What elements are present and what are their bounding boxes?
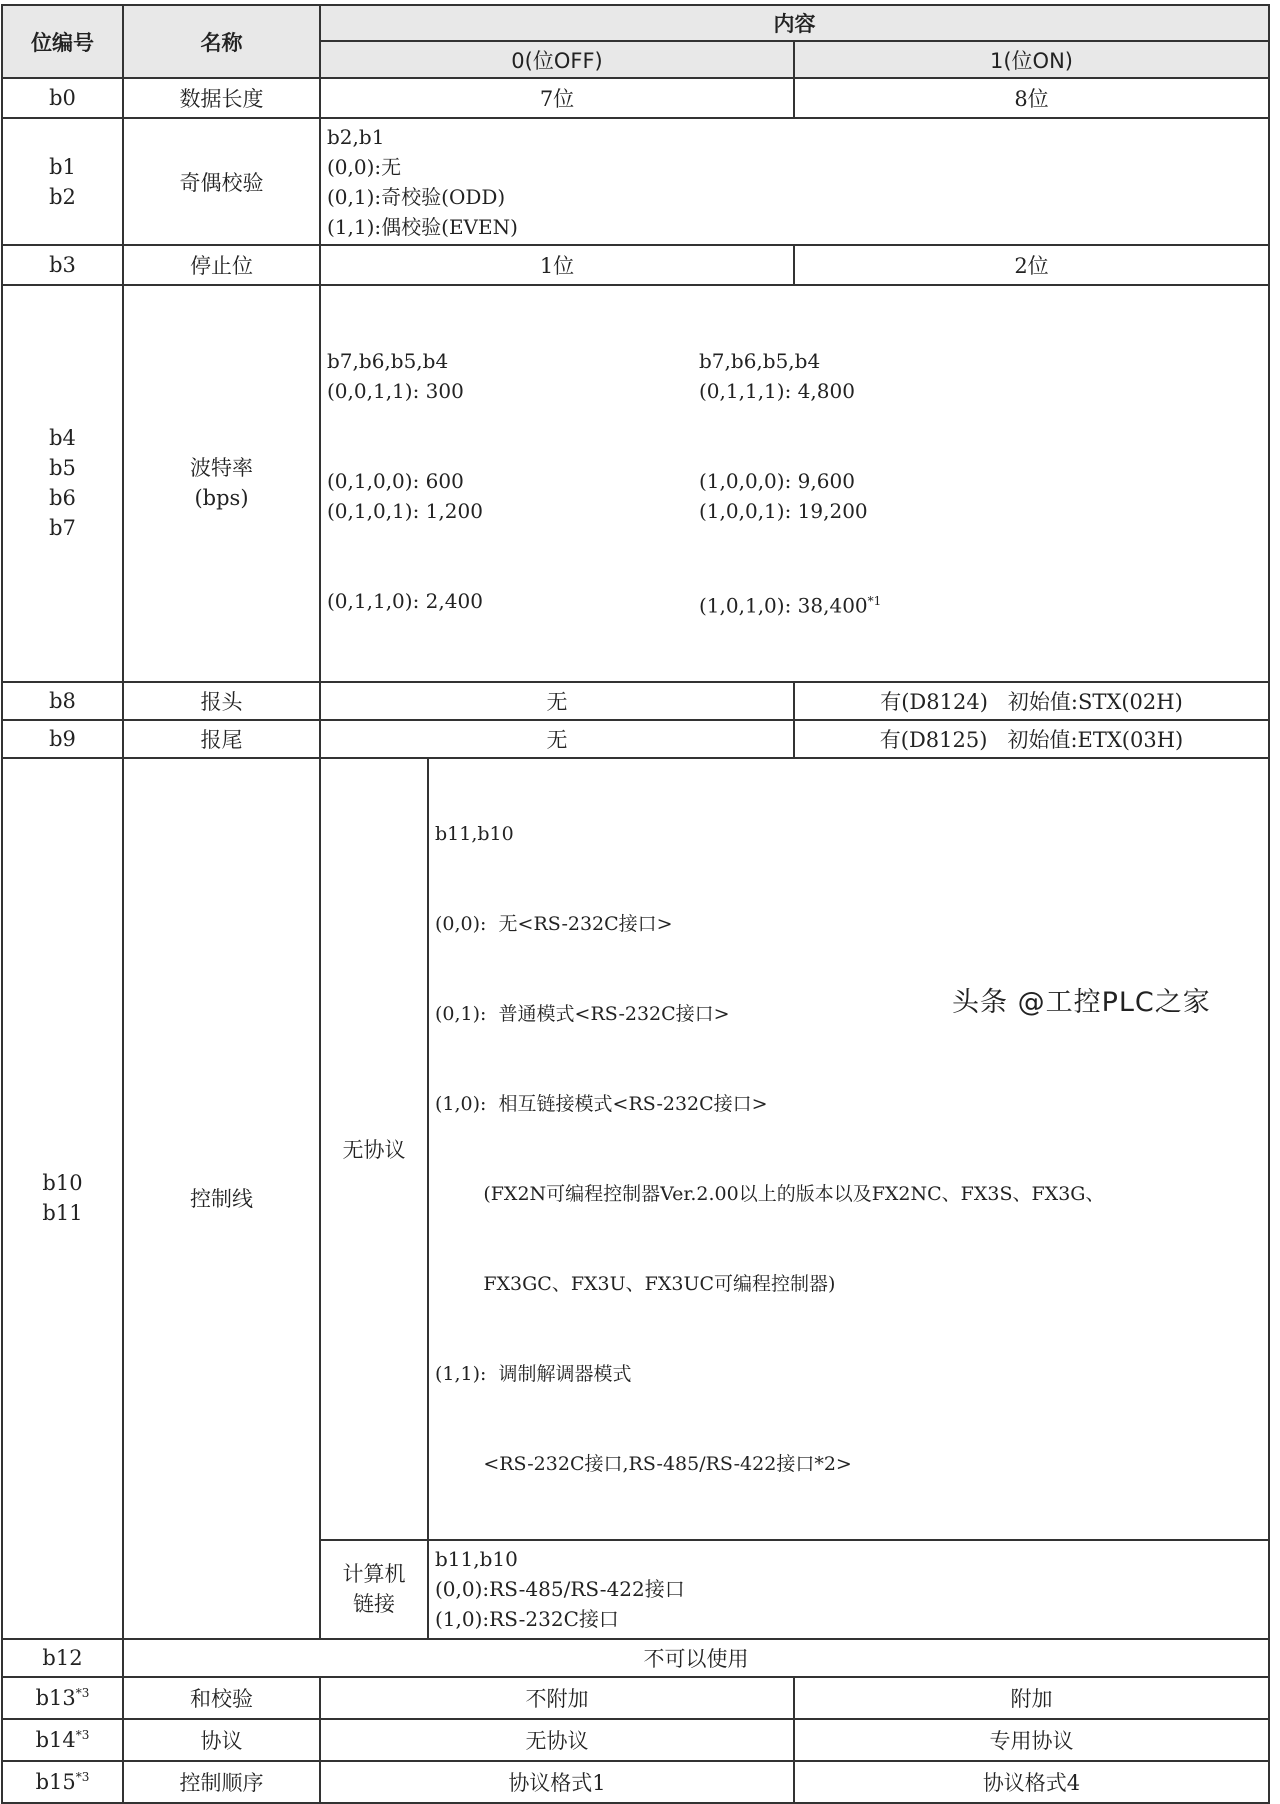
name-cell: 奇偶校验 (123, 118, 320, 245)
parity-options: b2,b1 (0,0):无 (0,1):奇校验(ODD) (1,1):偶校验(EVEN) (320, 118, 1269, 245)
bit-cell: b15$^{*3}$ (2, 1761, 123, 1803)
header-content: 内容 (320, 5, 1269, 41)
name-cell: 停止位 (123, 245, 320, 285)
name-cell: 报头 (123, 682, 320, 720)
on-cell: 8位 (794, 78, 1269, 118)
off-cell: 协议格式1 (320, 1761, 794, 1803)
off-cell: 无协议 (320, 1719, 794, 1761)
off-cell: 7位 (320, 78, 794, 118)
bit-cell: b10 b11 (2, 758, 123, 1639)
table-row (2, 245, 1269, 285)
table-row (2, 1639, 1269, 1677)
table-row (2, 1761, 1269, 1803)
table-row (2, 758, 1269, 1540)
baud-rate-options: b7,b6,b5,b4 (0,0,1,1): 300 (0,1,0,0): 600 (0,1,0,1): 1,200 (0,1,1,0): 2,400 b7,b6,b5,b4 (0,1,1,1): 4,800 (1,0,0,0): 9,600 (1,0,0,1): 19,200 (1,0,1,0): 38,400$^{*1}$ (320, 285, 1269, 682)
on-cell: 附加 (794, 1677, 1269, 1719)
name-cell: 协议 (123, 1719, 320, 1761)
on-cell: 有(D8124) 初始值:STX(02H) (794, 682, 1269, 720)
name-cell: 和校验 (123, 1677, 320, 1719)
header-bit-no: 位编号 (2, 5, 123, 78)
content-cell: 不可以使用 (123, 1639, 1269, 1677)
off-cell: 无 (320, 682, 794, 720)
on-cell: 2位 (794, 245, 1269, 285)
off-cell: 不附加 (320, 1677, 794, 1719)
bit-cell: b4 b5 b6 b7 (2, 285, 123, 682)
watermark: 头条 @工控PLC之家 (946, 980, 1217, 1019)
bit-cell: b3 (2, 245, 123, 285)
bit-cell: b14$^{*3}$ (2, 1719, 123, 1761)
header-on: 1(位ON) (794, 41, 1269, 78)
computer-link-options: b11,b10 (0,0):RS-485/RS-422接口 (1,0):RS-232C接口 (428, 1540, 1269, 1639)
header-off: 0(位OFF) (320, 41, 794, 78)
table-row (2, 1677, 1269, 1719)
bit-cell: b13$^{*3}$ (2, 1677, 123, 1719)
bit-cell: b0 (2, 78, 123, 118)
on-cell: 专用协议 (794, 1719, 1269, 1761)
bit-cell: b1 b2 (2, 118, 123, 245)
table-row (2, 682, 1269, 720)
table-row (2, 78, 1269, 118)
on-cell: 有(D8125) 初始值:ETX(03H) (794, 720, 1269, 758)
on-cell: 协议格式4 (794, 1761, 1269, 1803)
name-cell: 数据长度 (123, 78, 320, 118)
table-row (2, 720, 1269, 758)
no-protocol-options: b11,b10 (0,0): 无<RS-232C接口> (0,1): 普通模式<RS-232C接口> (1,0): 相互链接模式<RS-232C接口> (FX2N可编程控制器Ver.2.00以上的版本以及FX2NC、FX3S、FX3G、 FX3GC、FX3U、FX3UC可编程控制器) (1,1): 调制解调器模式 <RS-232C接口,RS-485/RS-422接口*2> (428, 758, 1269, 1540)
name-cell: 波特率 (bps) (123, 285, 320, 682)
bit-cell: b9 (2, 720, 123, 758)
bit-cell: b8 (2, 682, 123, 720)
off-cell: 无 (320, 720, 794, 758)
name-cell: 控制线 (123, 758, 320, 1639)
bit-settings-table (1, 4, 1270, 1804)
name-cell: 控制顺序 (123, 1761, 320, 1803)
no-protocol-label: 无协议 (320, 758, 428, 1540)
bit-cell: b12 (2, 1639, 123, 1677)
computer-link-label: 计算机 链接 (320, 1540, 428, 1639)
table-row (2, 285, 1269, 682)
name-cell: 报尾 (123, 720, 320, 758)
off-cell: 1位 (320, 245, 794, 285)
table-row (2, 1719, 1269, 1761)
footnote-mark: *1 (867, 594, 882, 608)
header-name: 名称 (123, 5, 320, 78)
table-row (2, 118, 1269, 245)
